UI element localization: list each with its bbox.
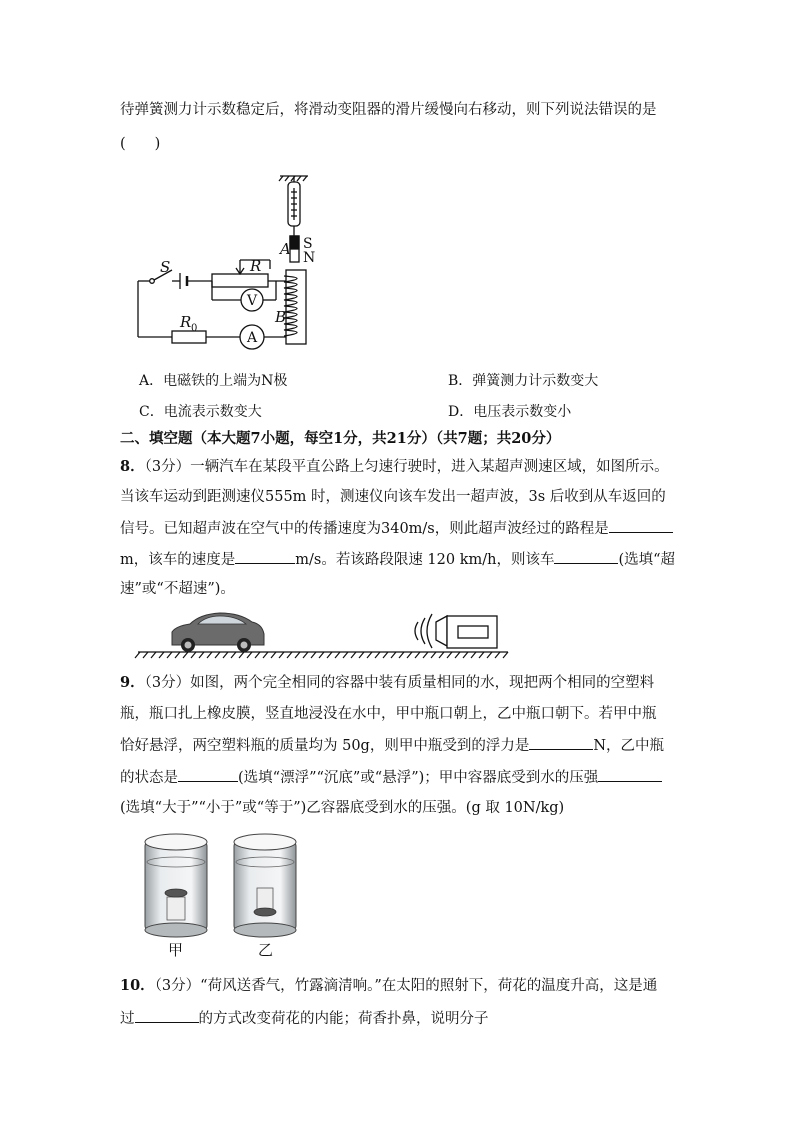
q10-blank-method[interactable] xyxy=(135,1008,199,1023)
q8-text-4a: m，该车的速度是 xyxy=(120,552,236,568)
label-a-magnet: A xyxy=(280,240,291,258)
container-jia xyxy=(145,834,207,937)
q7-stem-line: 待弹簧测力计示数稳定后，将滑动变阻器的滑片缓慢向右移动，则下列说法错误的是 xyxy=(120,102,657,118)
q8-text-4c: (选填“超 xyxy=(618,552,676,568)
q8-line-5: 速”或“不超速”)。 xyxy=(120,581,235,597)
label-ammeter: A xyxy=(247,330,258,346)
label-switch-s: S xyxy=(160,258,171,276)
label-r0-sub: 0 xyxy=(191,323,198,334)
q9-line-2: 瓶，瓶口扎上橡皮膜，竖直地浸没在水中，甲中瓶口朝上，乙中瓶口朝下。若甲中瓶 xyxy=(120,706,657,722)
q10-number: 10． xyxy=(120,977,155,994)
q9-text-1: （3分）如图，两个完全相同的容器中装有质量相同的水，现把两个相同的空塑料 xyxy=(144,675,655,691)
q10-text-2a: 过 xyxy=(120,1011,135,1027)
q9-number: 9． xyxy=(120,674,145,691)
q7-option-d[interactable]: D．电压表示数变小 xyxy=(448,404,572,420)
q8-number: 8． xyxy=(120,458,145,475)
label-s-pole: S xyxy=(303,236,313,252)
label-r0: R xyxy=(180,313,192,331)
q8-text-3: 信号。已知超声波在空气中的传播速度为340m/s，则此超声波经过的路程是 xyxy=(120,521,609,537)
label-voltmeter: V xyxy=(247,293,258,309)
q10-text-2b: 的方式改变荷花的内能；荷香扑鼻，说明分子 xyxy=(198,1011,489,1027)
q9-text-4a: 的状态是 xyxy=(120,770,178,786)
q10-text-1: （3分）“荷风送香气，竹露滴清响。”在太阳的照射下，荷花的温度升高，这是通 xyxy=(154,978,658,994)
q10-line-1 xyxy=(120,976,657,996)
q7-option-c[interactable]: C．电流表示数变大 xyxy=(139,404,262,420)
label-r: R xyxy=(250,257,262,275)
label-n-pole: N xyxy=(303,250,316,266)
container-yi xyxy=(234,834,296,937)
q7-option-a[interactable]: A．电磁铁的上端为N极 xyxy=(139,373,288,389)
q9-text-3b: N，乙中瓶 xyxy=(593,738,665,754)
label-jia: 甲 xyxy=(168,941,184,959)
q9-text-4b: (选填“漂浮”“沉底”或“悬浮”)；甲中容器底受到水的压强 xyxy=(238,770,599,786)
q10-line-2 xyxy=(120,1008,489,1029)
q9-line-5: (选填“大于”“小于”或“等于”)乙容器底受到水的压强。(g 取 10N/kg) xyxy=(120,800,565,816)
q8-text-1: （3分）一辆汽车在某段平直公路上匀速行驶时，进入某超声测速区域，如图所示。 xyxy=(144,459,669,475)
q8-line-2: 当该车运动到距测速仪555m 时，测速仪向该车发出一超声波，3s 后收到从车返回的 xyxy=(120,489,666,505)
q8-text-4b: m/s。若该路段限速 120 km/h，则该车 xyxy=(295,552,555,568)
section-heading: 二、填空题（本大题7小题，每空1分，共21分）（共7题；共20分） xyxy=(120,430,561,447)
label-b: B xyxy=(275,308,287,326)
q7-answer-paren: ( ) xyxy=(120,136,161,152)
label-yi: 乙 xyxy=(258,941,274,959)
q9-text-3a: 恰好悬浮，两空塑料瓶的质量均为 50g，则甲中瓶受到的浮力是 xyxy=(120,738,530,754)
q7-option-b[interactable]: B．弹簧测力计示数变大 xyxy=(448,373,599,389)
